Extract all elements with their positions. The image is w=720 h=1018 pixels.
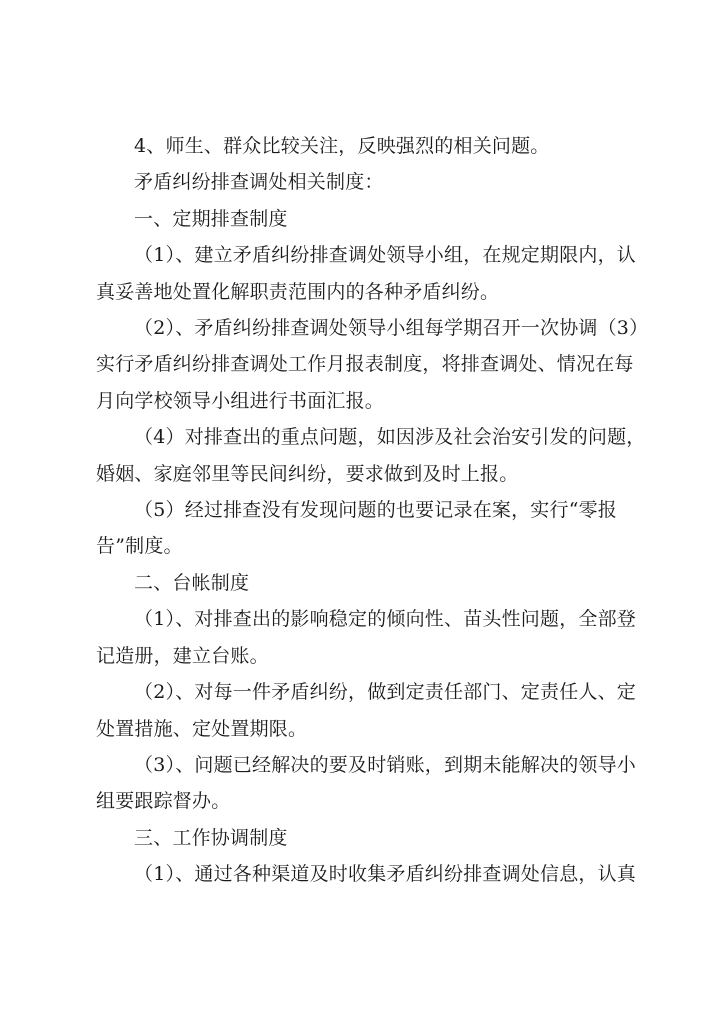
paragraph-line: 月向学校领导小组进行书面汇报。 xyxy=(96,389,385,412)
paragraph-line: （2）、矛盾纠纷排查调处领导小组每学期召开一次协调（3） xyxy=(134,317,649,340)
paragraph-line: （1）、通过各种渠道及时收集矛盾纠纷排查调处信息，认真 xyxy=(134,863,636,886)
paragraph-line: （4）对排查出的重点问题，如因涉及社会治安引发的问题， xyxy=(134,426,646,449)
paragraph-line: （5）经过排查没有发现问题的也要记录在案，实行“零报 xyxy=(134,499,618,522)
paragraph-line: （2）、对每一件矛盾纠纷，做到定责任部门、定责任人、定 xyxy=(134,681,636,704)
paragraph-line: 组要跟踪督办。 xyxy=(96,790,231,813)
paragraph-line: （1）、对排查出的影响稳定的倾向性、苗头性问题，全部登 xyxy=(134,608,636,631)
paragraph-line: 真妥善地处置化解职责范围内的各种矛盾纠纷。 xyxy=(96,280,500,303)
paragraph-line: 婚姻、家庭邻里等民间纠纷，要求做到及时上报。 xyxy=(96,462,519,485)
section-heading: 一、定期排查制度 xyxy=(134,207,288,230)
section-heading: 二、台帐制度 xyxy=(134,571,250,594)
section-heading: 三、工作协调制度 xyxy=(134,826,288,849)
list-item: 4、师生、群众比较关注，反映强烈的相关问题。 xyxy=(134,135,550,157)
paragraph-line: 告”制度。 xyxy=(96,535,183,558)
document-body xyxy=(96,128,649,893)
paragraph-line: 处置措施、定处置期限。 xyxy=(96,717,308,740)
paragraph-line: 实行矛盾纠纷排查调处工作月报表制度，将排查调处、情况在每 xyxy=(96,353,634,376)
section-intro: 矛盾纠纷排查调处相关制度： xyxy=(134,171,384,194)
paragraph-line: （1）、建立矛盾纠纷排查调处领导小组，在规定期限内，认 xyxy=(134,244,636,267)
paragraph-line: （3）、问题已经解决的要及时销账，到期未能解决的领导小 xyxy=(134,753,636,776)
paragraph-line: 记造册，建立台账。 xyxy=(96,644,269,667)
